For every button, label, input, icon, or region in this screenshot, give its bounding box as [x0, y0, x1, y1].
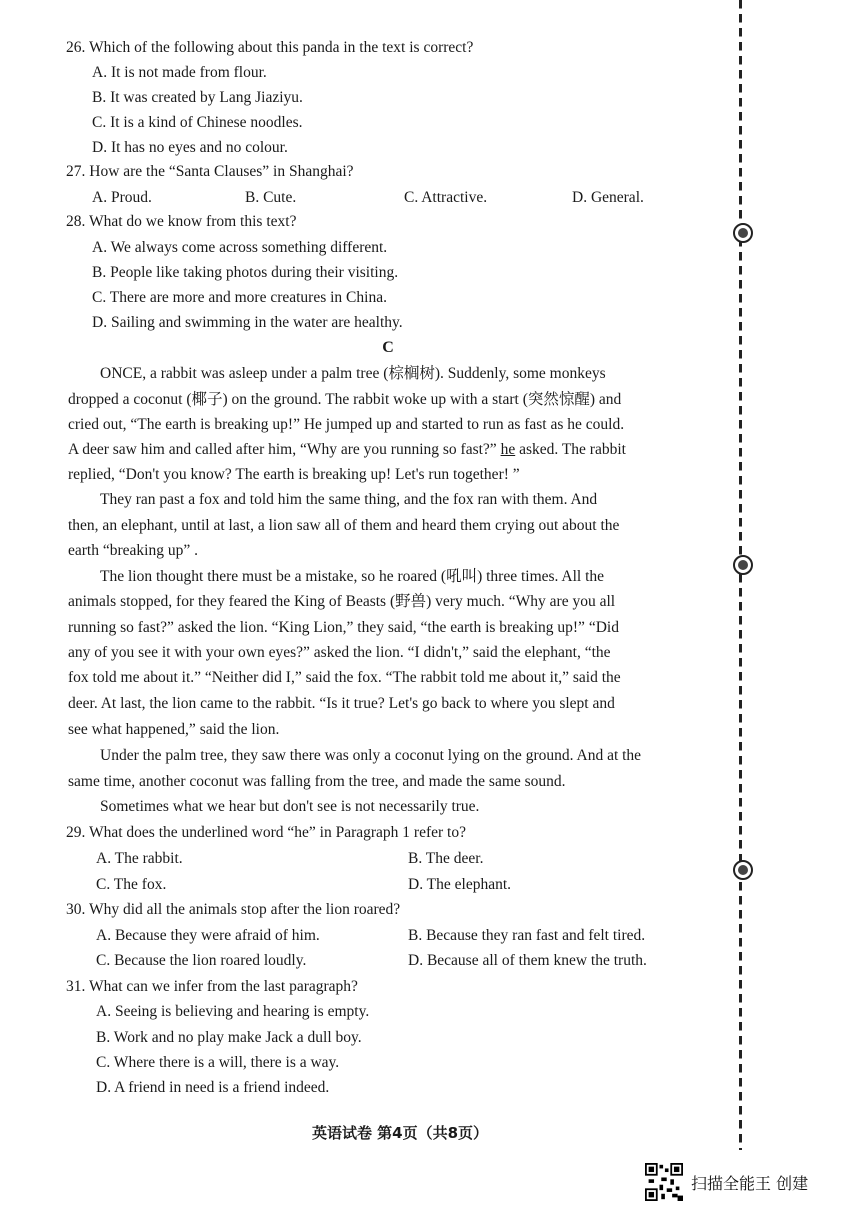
- passage-line: ONCE, a rabbit was asleep under a palm tree (棕榈树). Suddenly, some monkeys: [100, 365, 606, 382]
- passage-line: running so fast?” asked the lion. “King Lion,” they said, “the earth is breaking up!” “Did: [68, 619, 619, 636]
- punch-hole-icon: [733, 223, 753, 243]
- scanner-label: 扫描全能王 创建: [691, 1173, 809, 1193]
- passage-line: Under the palm tree, they saw there was only a coconut lying on the ground. And at the: [100, 747, 642, 764]
- q31-option-a: A. Seeing is believing and hearing is empty.: [96, 1003, 370, 1020]
- page-footer: 英语试卷 第4页（共8页）: [311, 1124, 489, 1142]
- q30-option-b: B. Because they ran fast and felt tired.: [408, 927, 646, 944]
- q27-option-b: B. Cute.: [245, 189, 297, 206]
- q29-option-b: B. The deer.: [408, 850, 484, 867]
- q29-option-c: C. The fox.: [96, 876, 167, 893]
- question-26: 26. Which of the following about this panda in the text is correct?: [66, 39, 474, 56]
- question-29: 29. What does the underlined word “he” in Paragraph 1 refer to?: [66, 824, 466, 841]
- passage-line: They ran past a fox and told him the same thing, and the fox ran with them. And: [100, 491, 598, 508]
- q27-option-c: C. Attractive.: [404, 189, 488, 206]
- passage-line: fox told me about it.” “Neither did I,” said the fox. “The rabbit told me about it,” said the: [68, 669, 621, 686]
- passage-line: replied, “Don't you know? The earth is breaking up! Let's run together! ”: [68, 466, 520, 483]
- q28-option-a: A. We always come across something different.: [92, 239, 388, 256]
- q26-option-c: C. It is a kind of Chinese noodles.: [92, 114, 303, 131]
- q29-option-a: A. The rabbit.: [96, 850, 183, 867]
- q28-option-d: D. Sailing and swimming in the water are healthy.: [92, 314, 403, 331]
- q26-option-d: D. It has no eyes and no colour.: [92, 139, 288, 156]
- passage-line: dropped a coconut (椰子) on the ground. The rabbit woke up with a start (突然惊醒) and: [68, 391, 622, 408]
- scanner-watermark: [645, 1163, 808, 1201]
- q28-option-b: B. People like taking photos during their visiting.: [92, 264, 399, 281]
- binding-dashed-line: [739, 0, 743, 1150]
- q30-option-d: D. Because all of them knew the truth.: [408, 952, 647, 969]
- passage-text: asked. The rabbit: [519, 441, 626, 458]
- punch-hole-icon: [733, 555, 753, 575]
- q26-option-a: A. It is not made from flour.: [92, 64, 267, 81]
- q30-option-a: A. Because they were afraid of him.: [96, 927, 320, 944]
- q28-option-c: C. There are more and more creatures in China.: [92, 289, 387, 306]
- passage-line: deer. At last, the lion came to the rabbit. “Is it true? Let's go back to where you slept and: [68, 695, 615, 712]
- question-28: 28. What do we know from this text?: [66, 213, 297, 230]
- q27-option-d: D. General.: [572, 189, 644, 206]
- q27-option-a: A. Proud.: [92, 189, 152, 206]
- passage-line: cried out, “The earth is breaking up!” He jumped up and started to run as fast as he could.: [68, 416, 625, 433]
- passage-line: Sometimes what we hear but don't see is not necessarily true.: [100, 798, 480, 815]
- passage-text: A deer saw him and called after him, “Why are you running so fast?”: [68, 441, 497, 458]
- passage-line: same time, another coconut was falling from the tree, and made the same sound.: [68, 773, 566, 790]
- q26-option-b: B. It was created by Lang Jiaziyu.: [92, 89, 303, 106]
- passage-line: any of you see it with your own eyes?” asked the lion. “I didn't,” said the elephant, “the: [68, 644, 611, 661]
- q31-option-b: B. Work and no play make Jack a dull boy.: [96, 1029, 362, 1046]
- question-31: 31. What can we infer from the last paragraph?: [66, 978, 358, 995]
- section-heading-c: C: [382, 339, 394, 356]
- question-30: 30. Why did all the animals stop after the lion roared?: [66, 901, 401, 918]
- question-27: 27. How are the “Santa Clauses” in Shanghai?: [66, 163, 354, 180]
- passage-line: The lion thought there must be a mistake, so he roared (吼叫) three times. All the: [100, 568, 605, 585]
- q31-option-d: D. A friend in need is a friend indeed.: [96, 1079, 330, 1096]
- punch-hole-icon: [733, 860, 753, 880]
- passage-line: [68, 440, 704, 460]
- passage-line: earth “breaking up” .: [68, 542, 198, 559]
- passage-line: animals stopped, for they feared the King of Beasts (野兽) very much. “Why are you all: [68, 593, 616, 610]
- qr-code-icon: [645, 1163, 683, 1201]
- q30-option-c: C. Because the lion roared loudly.: [96, 952, 307, 969]
- q29-option-d: D. The elephant.: [408, 876, 512, 893]
- passage-line: see what happened,” said the lion.: [68, 721, 280, 738]
- q31-option-c: C. Where there is a will, there is a way.: [96, 1054, 340, 1071]
- passage-line: then, an elephant, until at last, a lion saw all of them and heard them crying out about the: [68, 517, 620, 534]
- underlined-word-he: he: [500, 441, 516, 458]
